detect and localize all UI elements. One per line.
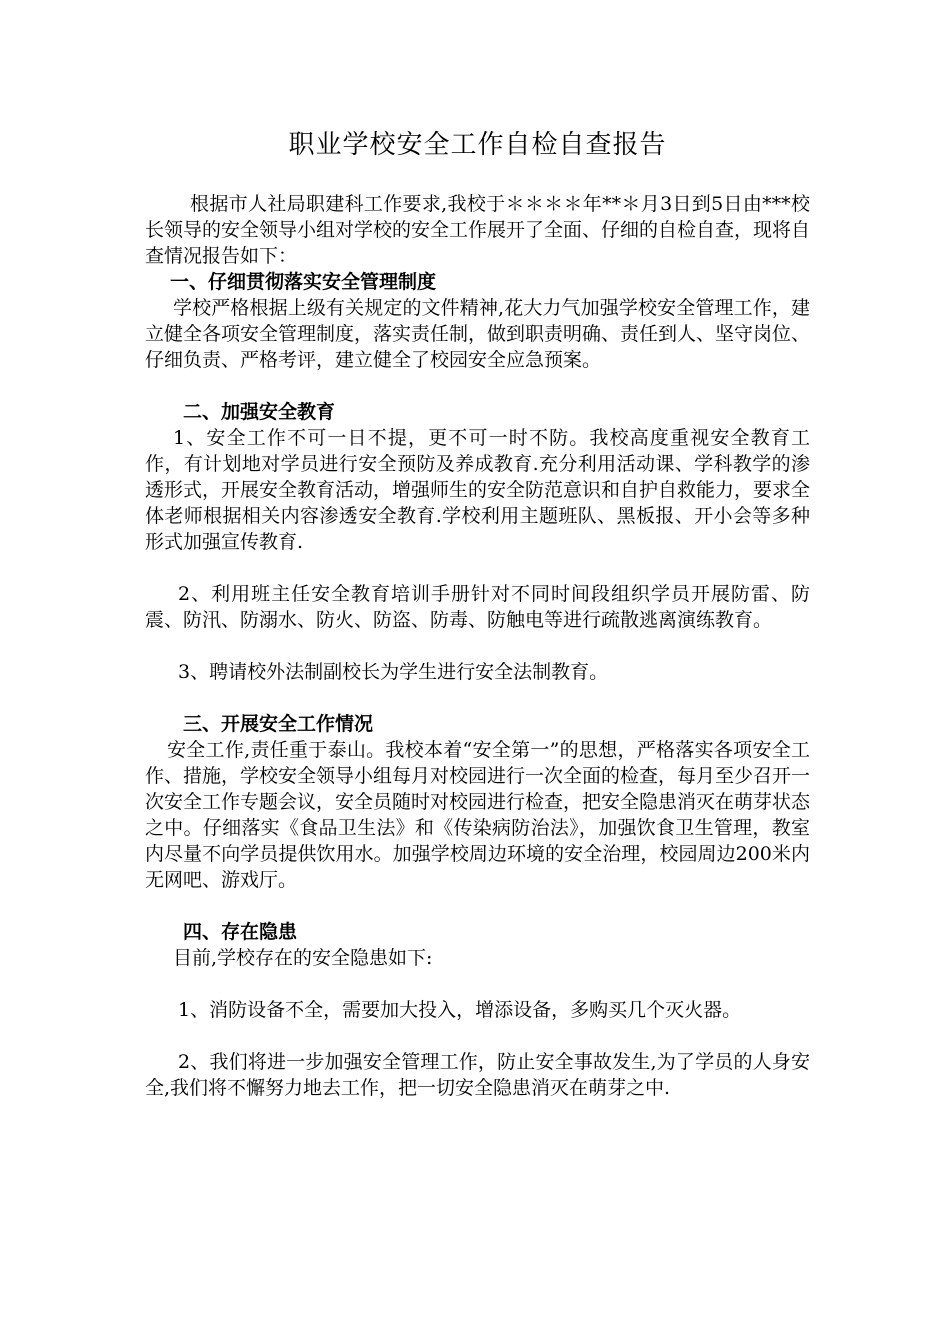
section-2-paragraph-3: 3、聘请校外法制副校长为学生进行安全法制教育。	[178, 661, 609, 683]
section-2-paragraph-1: 1、安全工作不可一日不提，更不可一时不防。我校高度重视安全教育工作，有计划地对学员进行安全预防及养成教育.充分利用活动课、学科教学的渗透形式，开展安全教育活动，增强师生的安全防范意识和自护自救能力，要求全体老师根据相关内容渗透安全教育.学校利用主题班队、黑板报、开小会等多种形式加强宣传教育.	[145, 427, 811, 553]
spacer	[145, 971, 810, 997]
document-page	[145, 128, 810, 1101]
spacer	[145, 893, 810, 919]
section-heading-2: 二、加强安全教育	[183, 401, 336, 423]
section-heading-1: 一、仔细贯彻落实安全管理制度	[170, 271, 437, 293]
section-2-paragraph-2: 2、利用班主任安全教育培训手册针对不同时间段组织学员开展防雷、防震、防汛、防溺水、防火、防盗、防毒、防触电等进行疏散逃离演练教育。	[145, 583, 810, 631]
section-4-paragraph-2: 1、消防设备不全，需要加大投入，增添设备，多购买几个灭火器。	[178, 999, 742, 1021]
spacer	[145, 373, 810, 399]
section-heading-3: 三、开展安全工作情况	[183, 713, 374, 735]
section-4-paragraph-3: 2、我们将进一步加强安全管理工作，防止安全事故发生,为了学员的人身安全,我们将不懈努力地去工作，把一切安全隐患消灭在萌芽之中.	[145, 1051, 810, 1099]
spacer	[145, 633, 810, 659]
section-4-paragraph-1: 目前,学校存在的安全隐患如下:	[173, 947, 433, 969]
section-3-paragraph-1: 安全工作,责任重于泰山。我校本着“安全第一”的思想，严格落实各项安全工作、措施，学校安全领导小组每月对校园进行一次全面的检查，每月至少召开一次安全工作专题会议，安全员随时对校园进行检查，把安全隐患消灭在萌芽状态之中。仔细落实《食品卫生法》和《传染病防治法》，加强饮食卫生管理，教室内尽量不向学员提供饮用水。加强学校周边环境的安全治理，校园周边200米内无网吧、游戏厅。	[145, 739, 811, 891]
spacer	[145, 1023, 810, 1049]
document-title: 职业学校安全工作自检自查报告	[288, 130, 667, 160]
spacer	[145, 555, 810, 581]
section-heading-4: 四、存在隐患	[183, 921, 298, 943]
intro-paragraph: 根据市人社局职建科工作要求,我校于＊＊＊＊年**＊月3日到5日由***校长领导的安全领导小组对学校的安全工作展开了全面、仔细的自检自查，现将自查情况报告如下：	[145, 193, 811, 267]
spacer	[145, 685, 810, 711]
section-1-paragraph-1: 学校严格根据上级有关规定的文件精神,花大力气加强学校安全管理工作，建立健全各项安全管理制度，落实责任制，做到职责明确、责任到人、坚守岗位、仔细负责、严格考评，建立健全了校园安全应急预案。	[145, 297, 811, 371]
